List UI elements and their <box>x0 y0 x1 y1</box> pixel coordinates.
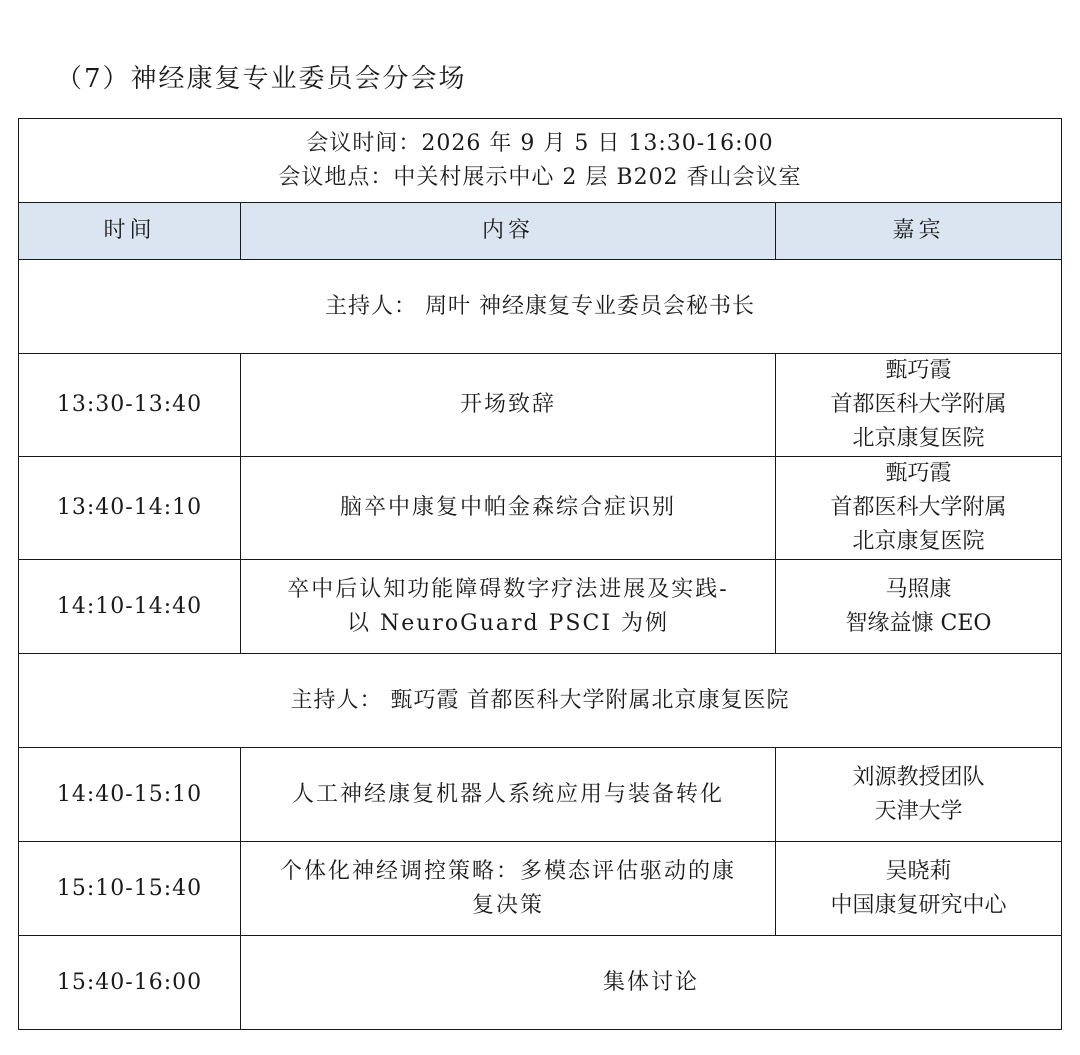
session-time: 15:40-16:00 <box>19 936 241 1030</box>
speaker-line: 吴晓莉 <box>885 858 952 884</box>
table-row <box>19 560 1062 654</box>
schedule-table <box>18 118 1062 1030</box>
speaker-line: 智缘益慷 CEO <box>845 610 992 636</box>
session-speaker <box>776 457 1062 560</box>
session-speaker <box>776 354 1062 457</box>
session-time: 15:10-15:40 <box>19 842 241 936</box>
host-2: 主持人： 甄巧霞 首都医科大学附属北京康复医院 <box>19 654 1062 748</box>
session-content: 人工神经康复机器人系统应用与装备转化 <box>241 748 776 842</box>
speaker-line: 天津大学 <box>874 798 963 824</box>
session-time: 14:10-14:40 <box>19 560 241 654</box>
session-time: 13:40-14:10 <box>19 457 241 560</box>
section-title: （7）神经康复专业委员会分会场 <box>56 64 467 94</box>
session-time: 13:30-13:40 <box>19 354 241 457</box>
host-1: 主持人： 周叶 神经康复专业委员会秘书长 <box>19 260 1062 354</box>
session-content: 集体讨论 <box>241 936 1062 1030</box>
session-speaker <box>776 560 1062 654</box>
speaker-line: 北京康复医院 <box>852 529 985 554</box>
host-row <box>19 260 1062 354</box>
table-row <box>19 354 1062 457</box>
content-line: 复决策 <box>471 892 544 918</box>
meeting-info-row <box>19 119 1062 203</box>
header-row <box>19 203 1062 260</box>
speaker-line: 北京康复医院 <box>852 426 985 451</box>
session-time: 14:40-15:10 <box>19 748 241 842</box>
speaker-line: 甄巧霞 <box>885 358 952 383</box>
speaker-line: 甄巧霞 <box>885 461 952 486</box>
content-line: 个体化神经调控策略：多模态评估驱动的康 <box>279 858 736 884</box>
speaker-line: 刘源教授团队 <box>852 764 985 790</box>
table-row <box>19 936 1062 1030</box>
table-row <box>19 748 1062 842</box>
session-content: 脑卒中康复中帕金森综合症识别 <box>241 457 776 560</box>
session-content <box>241 560 776 654</box>
meeting-info <box>19 119 1062 203</box>
speaker-line: 中国康复研究中心 <box>830 892 1007 918</box>
session-content <box>241 842 776 936</box>
header-content: 内容 <box>241 203 776 260</box>
header-time: 时间 <box>19 203 241 260</box>
session-content: 开场致辞 <box>241 354 776 457</box>
speaker-line: 马照康 <box>885 576 952 602</box>
meeting-location: 会议地点：中关村展示中心 2 层 B202 香山会议室 <box>278 164 802 190</box>
speaker-line: 首都医科大学附属 <box>830 495 1007 520</box>
meeting-time: 会议时间：2026 年 9 月 5 日 13:30-16:00 <box>306 130 774 156</box>
session-speaker <box>776 842 1062 936</box>
table-row <box>19 842 1062 936</box>
content-line: 卒中后认知功能障碍数字疗法进展及实践- <box>287 576 729 602</box>
header-speaker: 嘉宾 <box>776 203 1062 260</box>
speaker-line: 首都医科大学附属 <box>830 392 1007 417</box>
content-line: 以 NeuroGuard PSCI 为例 <box>346 610 670 636</box>
session-speaker <box>776 748 1062 842</box>
table-row <box>19 457 1062 560</box>
host-row <box>19 654 1062 748</box>
